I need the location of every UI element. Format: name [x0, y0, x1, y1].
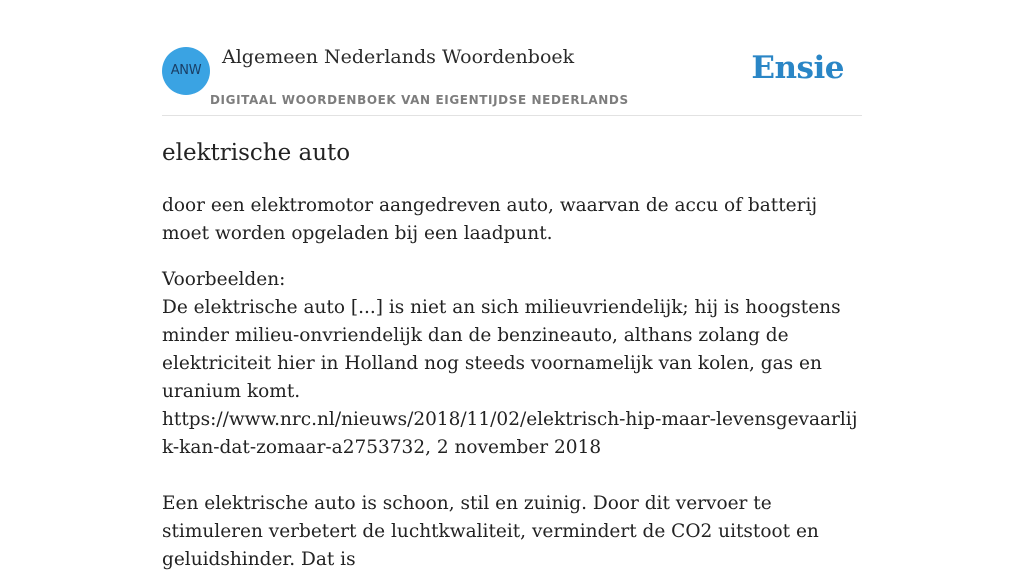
entry-content [162, 192, 862, 574]
example-source: https://www.nrc.nl/nieuws/2018/11/02/elektrisch-hip-maar-levensgevaarlijk-kan-dat-zomaar-a2753732, 2 november 2018 [162, 409, 858, 458]
ensie-brand-logo[interactable]: Ensie [751, 50, 844, 86]
example-divider [162, 462, 862, 490]
entry-definition: door een elektromotor aangedreven auto, waarvan de accu of batterij moet worden opgeladen bij een laadpunt. [162, 195, 818, 244]
entry-headword: elektrische auto [162, 140, 351, 166]
site-subtitle: DIGITAAL WOORDENBOEK VAN EIGENTIJDSE NEDERLANDS [210, 93, 629, 107]
site-header [162, 0, 862, 116]
examples-label: Voorbeelden: [162, 269, 286, 290]
example-text: De elektrische auto [...] is niet an sich milieuvriendelijk; hij is hoogstens minder milieu-onvriendelijk dan de benzineauto, althans zolang de elektriciteit hier in Holland nog steeds voornamelijk van kolen, gas en uranium komt. [162, 297, 841, 402]
site-title[interactable]: Algemeen Nederlands Woordenboek [222, 46, 575, 68]
anw-logo[interactable]: ANW [162, 47, 210, 95]
page [162, 0, 862, 570]
example-text: Een elektrische auto is schoon, stil en zuinig. Door dit vervoer te stimuleren verbetert de luchtkwaliteit, vermindert de CO2 uitstoot en geluidshinder. Dat is [162, 493, 819, 570]
